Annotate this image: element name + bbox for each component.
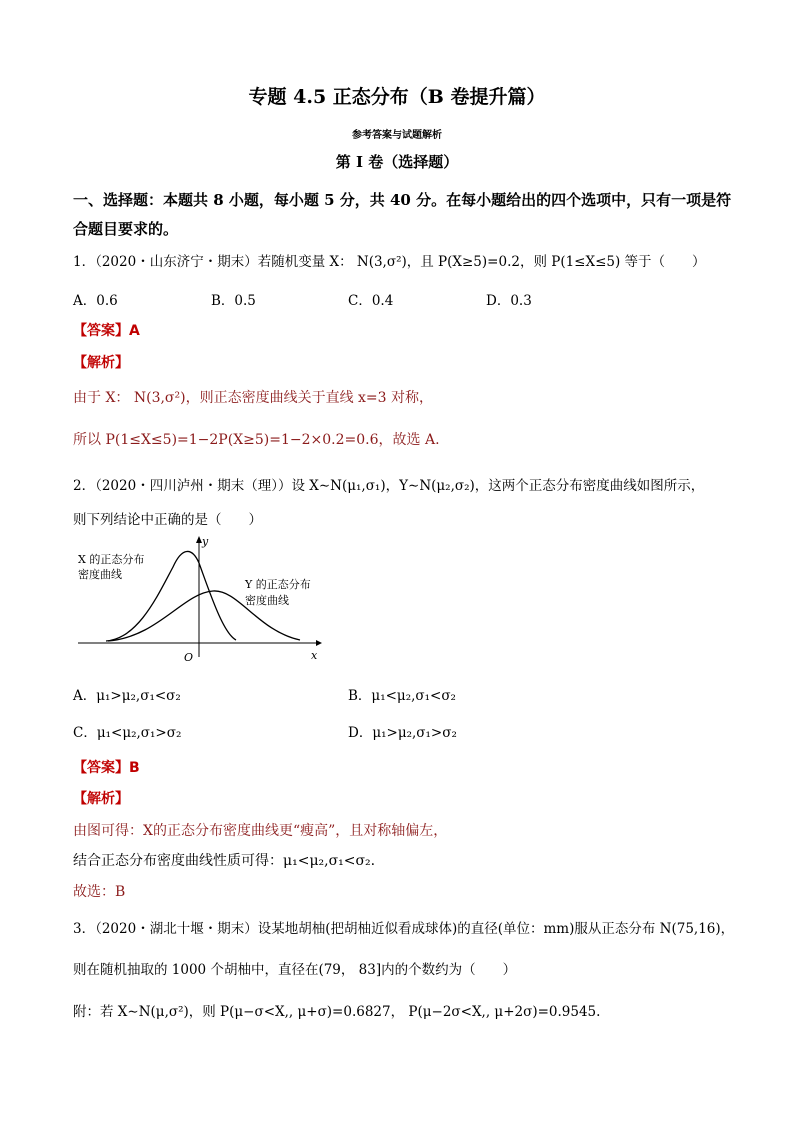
- question-1-option-d: D．0.3: [486, 293, 532, 309]
- question-2-option-a: A．μ₁>μ₂,σ₁<σ₂: [73, 688, 181, 704]
- question-2-stem-line-2: 则下列结论中正确的是（ ）: [73, 512, 262, 528]
- x-curve-label-line-1: X 的正态分布: [78, 553, 145, 566]
- y-axis-label: y: [202, 535, 209, 548]
- volume-heading: 第 I 卷（选择题）: [335, 153, 459, 171]
- question-2-option-c: C．μ₁<μ₂,σ₁>σ₂: [73, 725, 182, 741]
- question-2-stem-line-1: 2．（2020・四川泸州・期末（理））设 X∼N(μ₁,σ₁)，Y∼N(μ₂,σ₂)，这两个正态分布密度曲线如图所示，: [73, 478, 705, 494]
- question-2-conclusion: 故选：B: [73, 884, 126, 900]
- document-subtitle: 参考答案与试题解析: [352, 130, 442, 141]
- question-1-option-b: B．0.5: [211, 293, 256, 309]
- question-2-option-b: B．μ₁<μ₂,σ₁<σ₂: [348, 688, 456, 704]
- question-1-option-a: A．0.6: [73, 293, 118, 309]
- question-1-stem: 1．（2020・山东济宁・期末）若随机变量 X： N(3,σ²)，且 P(X≥5)=0.2，则 P(1≤X≤5) 等于（ ）: [73, 254, 706, 270]
- question-1-explanation-line-1: 由于 X： N(3,σ²)，则正态密度曲线关于直线 x=3 对称，: [73, 390, 433, 406]
- origin-label: O: [184, 651, 194, 664]
- x-axis-arrow: [316, 640, 322, 646]
- question-2-analysis-label: 【解析】: [73, 791, 129, 807]
- normal-curves-figure: [78, 533, 328, 673]
- y-curve-label-line-2: 密度曲线: [245, 594, 289, 607]
- question-2-option-d: D．μ₁>μ₂,σ₁>σ₂: [348, 725, 457, 741]
- question-1-analysis-label: 【解析】: [73, 355, 129, 371]
- y-curve-label-line-1: Y 的正态分布: [245, 578, 311, 591]
- question-3-stem-line-2: 则在随机抽取的 1000 个胡柚中，直径在(79， 83]内的个数约为（ ）: [73, 962, 517, 978]
- section-instructions: 一、选择题：本题共 8 小题，每小题 5 分，共 40 分。在每小题给出的四个选项中，只有一项是符合题目要求的。: [73, 191, 732, 238]
- x-curve-label-line-2: 密度曲线: [78, 568, 122, 581]
- question-2-explanation-line-2: 结合正态分布密度曲线性质可得：μ₁<μ₂,σ₁<σ₂.: [73, 853, 376, 869]
- question-2-explanation-line-1: 由图可得：X的正态分布密度曲线更“瘦高”，且对称轴偏左，: [73, 823, 448, 839]
- document-title: 专题 4.5 正态分布（B 卷提升篇）: [248, 86, 546, 108]
- question-1-answer: 【答案】A: [73, 323, 140, 339]
- x-axis-label: x: [311, 649, 318, 662]
- question-1-explanation-line-2: 所以 P(1≤X≤5)=1−2P(X≥5)=1−2×0.2=0.6，故选 A.: [73, 432, 440, 448]
- question-2-answer: 【答案】B: [73, 760, 140, 776]
- question-3-note: 附：若 X∼N(μ,σ²)，则 P(μ−σ<X,, μ+σ)=0.6827， P(μ−2σ<X,, μ+2σ)=0.9545.: [73, 1004, 601, 1020]
- question-1-option-c: C．0.4: [348, 293, 394, 309]
- question-3-stem-line-1: 3．（2020・湖北十堰・期末）设某地胡柚(把胡柚近似看成球体)的直径(单位：mm)服从正态分布 N(75,16)，: [73, 921, 735, 937]
